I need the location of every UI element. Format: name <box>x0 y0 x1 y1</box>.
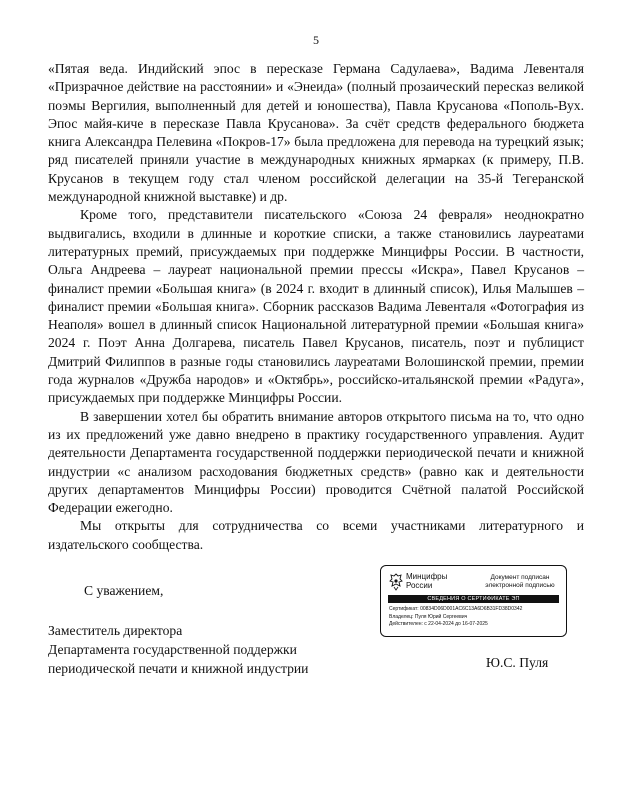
stamp-certificate-details <box>389 606 522 629</box>
stamp-signed-note <box>477 574 563 590</box>
page-number: 5 <box>313 33 319 47</box>
closing-salutation: С уважением, <box>84 583 164 598</box>
paragraph-1: «Пятая веда. Индийский эпос в пересказе Германа Садулаева», Вадима Левенталя «Призрачное действие на расстоянии» и «Энеида» (полный прозаический пересказ великой поэмы Вергилия, выполненный для детей и юношества), Павла Крусанова «Пополь-Вух. Эпос майя-киче в пересказе Павла Крусанова». За счёт средств федерального бюджета книга Александра Пелевина «Покров-17» была предложена для перевода на турецкий язык; ряд писателей приняли участие в международных книжных ярмарках (к примеру, П.В. Крусанов в текущем году стал членом российской делегации на 35-й Тегеранской международной книжной выставке) и др. <box>48 61 584 205</box>
stamp-doc-line: электронной подписью <box>485 582 555 589</box>
stamp-org-line: Минцифры <box>406 572 448 581</box>
signer-position-line: Заместитель директора <box>48 623 183 638</box>
stamp-organization <box>406 573 456 590</box>
letter-body <box>48 60 584 554</box>
stamp-org-line: России <box>406 580 433 590</box>
electronic-signature-stamp <box>380 565 567 637</box>
signer-name: Ю.С. Пуля <box>486 655 549 670</box>
paragraph-4: Мы открыты для сотрудничества со всеми участниками литературного и издательского сообщества. <box>48 518 584 552</box>
signer-position <box>48 622 308 678</box>
signer-position-line: периодической печати и книжной индустрии <box>48 660 309 676</box>
stamp-doc-line: Документ подписан <box>490 574 550 581</box>
paragraph-2: Кроме того, представители писательского «Союза 24 февраля» неоднократно выдвигались, входили в длинные и короткие списки, а также становились лауреатами литературных премий, присуждаемых при поддержке Минцифры России. В частности, Ольга Андреева – лауреат национальной премии прессы «Искра», Павел Крусанов – финалист премии «Большая книга» (в 2024 г. входит в длинный список), Илья Малышев – финалист премии «Большая книга». Сборник рассказов Вадима Левенталя «Фотография из Неаполя» вошел в длинный список Национальной литературной премии «Большая книга» 2024 г. Поэт Анна Долгарева, писатель Павел Крусанов, писатель, поэт и публицист Дмитрий Филиппов в разные годы становились лауреатами Волошинской премии, премии года журналов «Дружба народов» и «Октябрь», российско-итальянской премии «Радуга», присуждаемых при поддержке Минцифры России. <box>48 207 584 406</box>
paragraph-3: В завершении хотел бы обратить внимание авторов открытого письма на то, что одно из их предложений уже давно внедрено в практику государственного управления. Аудит деятельности Департамента государственной поддержки периодической печати и книжной индустрии «с анализом расходования бюджетных средств» (равно как и деятельности других департаментов Минцифры России) проводится Счётной палатой Российской Федерации ежегодно. <box>48 408 584 516</box>
stamp-validity: Действителен: с 22-04-2024 до 16-07-2025 <box>389 621 488 627</box>
stamp-certificate-header: СВЕДЕНИЯ О СЕРТИФИКАТЕ ЭП <box>388 595 559 603</box>
coat-of-arms-icon <box>389 572 403 592</box>
signer-position-line: Департамента государственной поддержки <box>48 641 297 657</box>
stamp-certificate-number: Сертификат: 00834D06D001AC6C13A6D6B31FD38D0342 <box>389 606 523 612</box>
stamp-owner: Владелец: Пуля Юрий Сергеевич <box>389 613 468 620</box>
